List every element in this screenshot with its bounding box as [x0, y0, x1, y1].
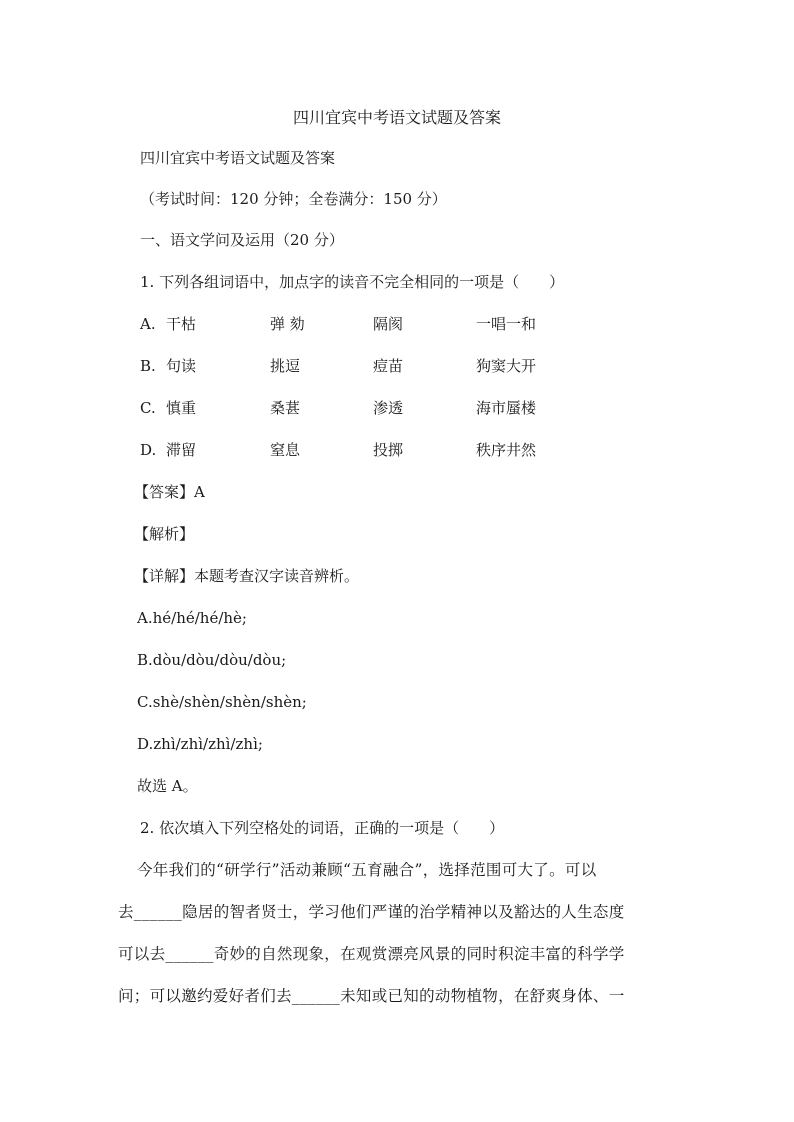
- pinyin-line: C.shè/shèn/shèn/shèn;: [137, 693, 307, 711]
- option-word: 秩序井然: [476, 441, 537, 459]
- option-word: 痘苗: [373, 357, 404, 375]
- document-subtitle: 四川宜宾中考语文试题及答案: [140, 149, 336, 167]
- option-letter: B.: [140, 357, 156, 375]
- analysis-label: 【解析】: [134, 525, 195, 543]
- pinyin-line: A.hé/hé/hé/hè;: [137, 609, 247, 627]
- option-word: 渗透: [373, 399, 404, 417]
- answer-label: 【答案】A: [134, 483, 205, 501]
- option-word: 窒息: [270, 441, 301, 459]
- option-word: 海市蜃楼: [476, 399, 537, 417]
- option-letter: C.: [140, 399, 156, 417]
- option-word: 滞留: [166, 441, 197, 459]
- passage-line: 去______隐居的智者贤士，学习他们严谨的治学精神以及豁达的人生态度: [118, 903, 625, 921]
- passage-line: 可以去______奇妙的自然现象，在观赏漂亮风景的同时积淀丰富的科学学: [118, 945, 625, 963]
- option-word: 慎重: [166, 399, 197, 417]
- question-1-stem: 1. 下列各组词语中，加点字的读音不完全相同的一项是（ ）: [140, 273, 565, 291]
- question-2-stem: 2. 依次填入下列空格处的词语，正确的一项是（ ）: [140, 819, 505, 837]
- option-word: 投掷: [373, 441, 404, 459]
- option-word: 弹 劾: [270, 315, 305, 333]
- conclusion-text: 故选 A。: [137, 777, 198, 795]
- pinyin-line: B.dòu/dòu/dòu/dòu;: [137, 651, 287, 669]
- exam-info: （考试时间：120 分钟；全卷满分：150 分）: [140, 190, 447, 208]
- passage-line: 今年我们的“研学行”活动兼顾“五育融合”，选择范围可大了。可以: [137, 861, 597, 879]
- option-word: 句读: [166, 357, 197, 375]
- document-title: 四川宜宾中考语文试题及答案: [292, 108, 501, 127]
- option-word: 狗窦大开: [476, 357, 537, 375]
- section-heading: 一、语文学问及运用（20 分）: [140, 231, 344, 249]
- option-word: 干枯: [166, 315, 197, 333]
- option-word: 一唱一和: [476, 315, 537, 333]
- option-word: 桑葚: [270, 399, 301, 417]
- detail-explanation: 【详解】本题考查汉字读音辨析。: [134, 567, 360, 585]
- pinyin-line: D.zhì/zhì/zhì/zhì;: [137, 735, 263, 753]
- option-word: 隔阂: [373, 315, 404, 333]
- option-word: 挑逗: [270, 357, 301, 375]
- option-letter: D.: [140, 441, 157, 459]
- option-letter: A.: [140, 315, 156, 333]
- passage-line: 问；可以邀约爱好者们去______未知或已知的动物植物，在舒爽身体、一: [118, 987, 625, 1005]
